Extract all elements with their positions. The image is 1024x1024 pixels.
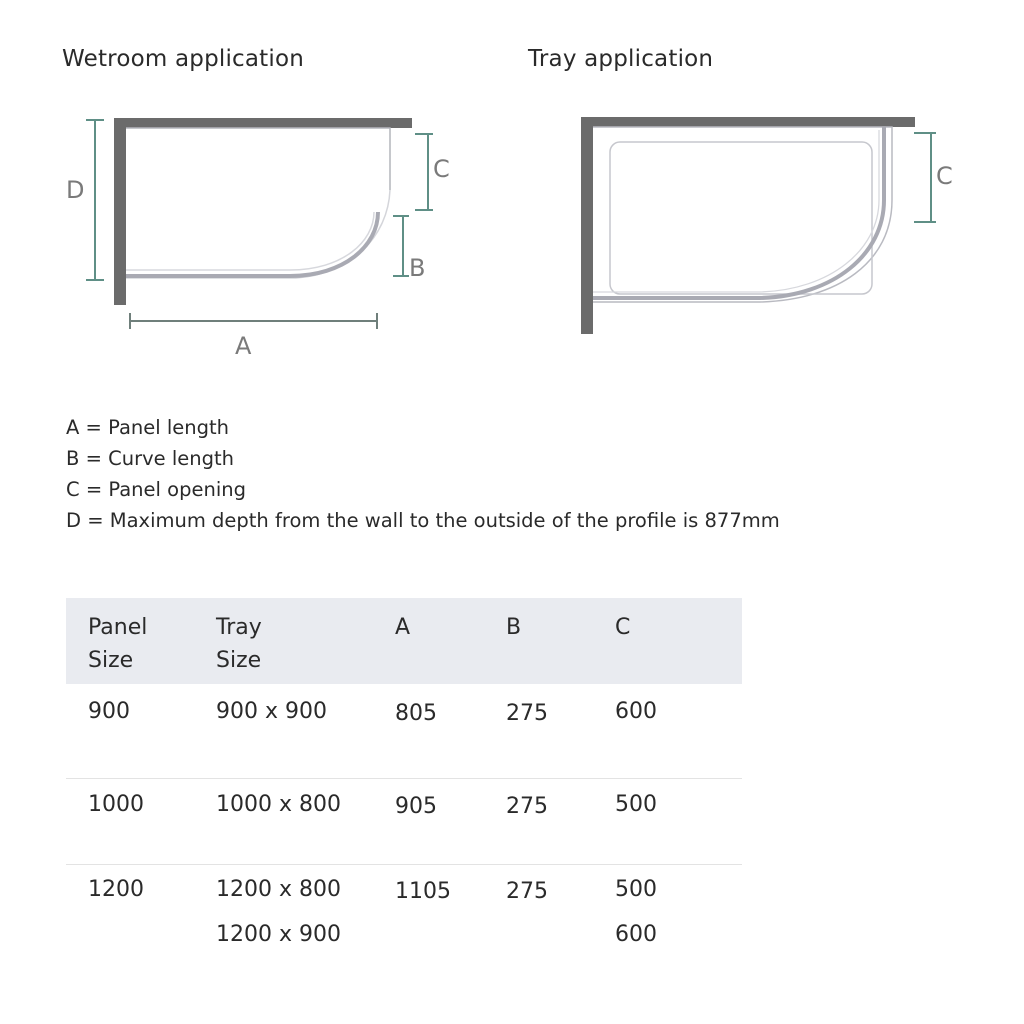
header-a: A — [395, 615, 411, 640]
dimension-a — [130, 313, 377, 329]
row-3-tray-2: 1200 x 900 — [216, 922, 341, 947]
row-divider — [66, 778, 742, 779]
row-3-a: 1105 — [395, 879, 451, 904]
tray-side-wall — [581, 117, 593, 334]
wetroom-diagram — [66, 118, 450, 360]
wetroom-curved-profile — [126, 212, 378, 276]
tray-diagram — [581, 117, 953, 334]
tray-curved-profile — [593, 127, 884, 298]
header-panel-size: Panel Size — [88, 615, 148, 673]
header-b: B — [506, 615, 522, 640]
row-1-b: 275 — [506, 701, 548, 726]
row-2-c: 500 — [615, 792, 657, 817]
legend-item-a: A = Panel length — [66, 416, 230, 439]
row-1-a: 805 — [395, 701, 437, 726]
row-3-tray-1: 1200 x 800 — [216, 877, 341, 902]
header-tray-size: Tray Size — [216, 615, 262, 673]
wetroom-back-wall — [114, 118, 412, 128]
row-1-tray: 900 x 900 — [216, 699, 327, 724]
wetroom-side-wall — [114, 118, 126, 305]
row-1-c: 600 — [615, 699, 657, 724]
label-d: D — [66, 176, 85, 204]
dimension-c-tray — [914, 133, 936, 222]
row-2-a: 905 — [395, 794, 437, 819]
tray-back-wall — [581, 117, 915, 127]
label-c-tray: C — [936, 162, 953, 190]
legend-item-d: D = Maximum depth from the wall to the outside of the profile is 877mm — [66, 509, 780, 532]
row-3-c-1: 500 — [615, 877, 657, 902]
row-1-panel: 900 — [88, 699, 130, 724]
application-diagrams — [0, 0, 1024, 400]
label-b: B — [409, 254, 426, 282]
row-2-b: 275 — [506, 794, 548, 819]
dimension-b — [393, 216, 409, 276]
row-2-panel: 1000 — [88, 792, 144, 817]
row-divider — [66, 864, 742, 865]
legend-item-c: C = Panel opening — [66, 478, 246, 501]
row-3-b: 275 — [506, 879, 548, 904]
label-a: A — [235, 332, 252, 360]
tray-heading: Tray application — [528, 46, 714, 72]
legend-item-b: B = Curve length — [66, 447, 234, 470]
wetroom-heading: Wetroom application — [62, 46, 305, 72]
label-c-wetroom: C — [433, 155, 450, 183]
header-c: C — [615, 615, 631, 640]
dimension-legend — [66, 412, 780, 536]
tray-basin — [610, 142, 872, 294]
row-3-c-2: 600 — [615, 922, 657, 947]
dimension-c-wetroom — [415, 134, 433, 210]
row-3-panel: 1200 — [88, 877, 144, 902]
row-2-tray: 1000 x 800 — [216, 792, 341, 817]
tray-outline — [593, 127, 892, 302]
dimension-d — [86, 120, 104, 280]
